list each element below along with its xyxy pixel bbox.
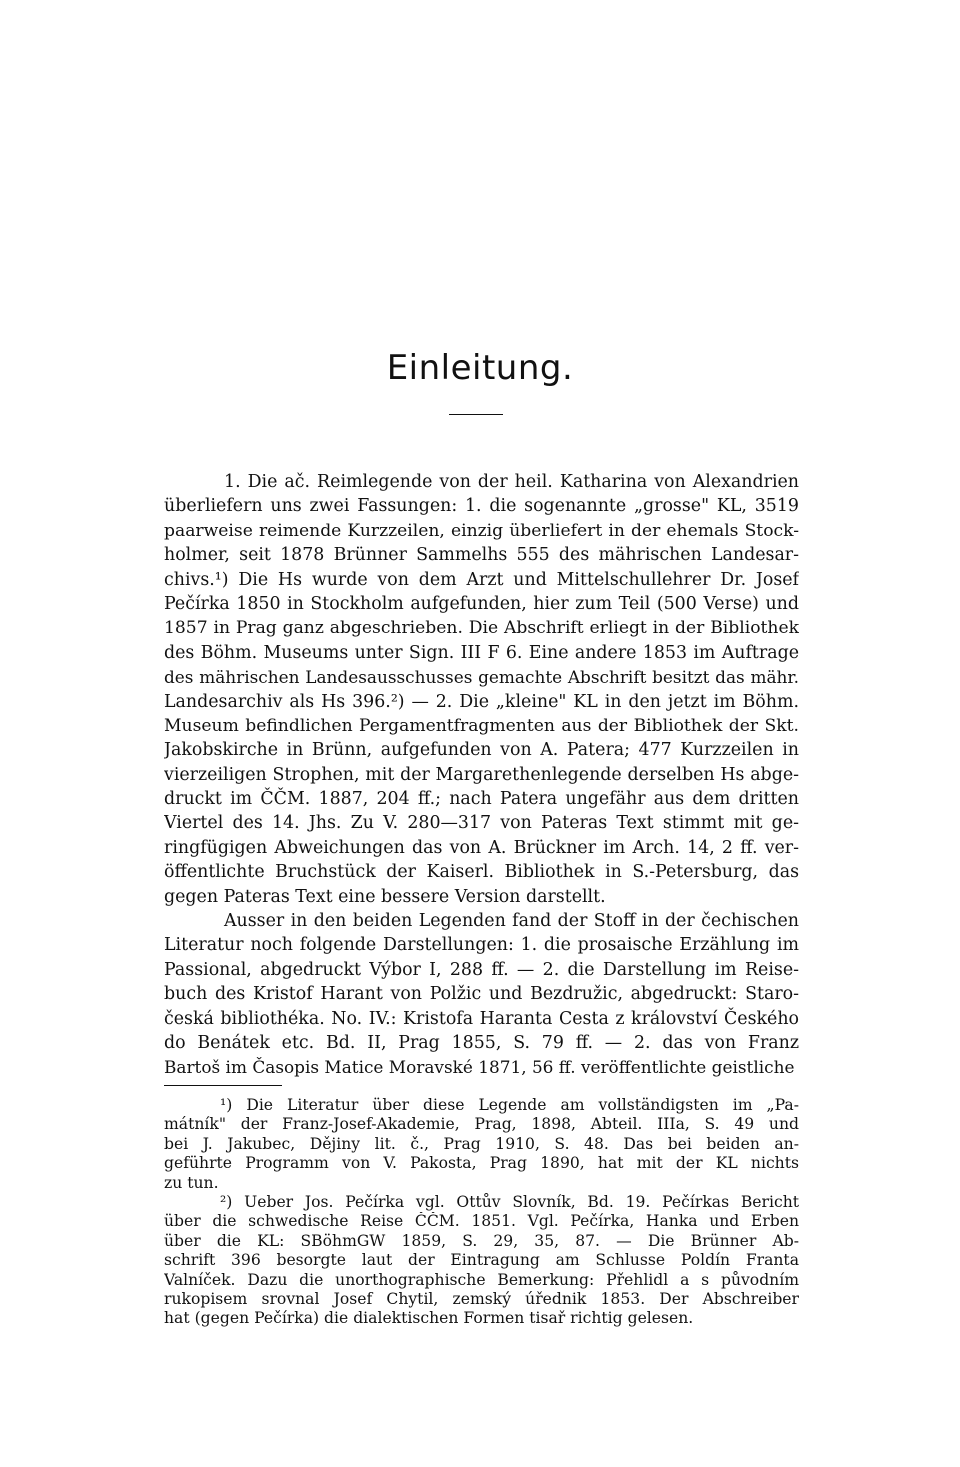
text-line: des Böhm. Museums unter Sign. III F 6. Eine andere 1853 im Auftrage [164,642,799,663]
footnote-line: über die schwedische Reise ČČM. 1851. Vgl. Pečírka, Hanka und Erben [164,1212,799,1231]
footnote-line: über die KL: SBöhmGW 1859, S. 29, 35, 87. — Die Brünner Ab- [164,1231,799,1250]
title-divider [449,414,503,415]
text-line: holmer, seit 1878 Brünner Sammelhs 555 des mährischen Landesar- [164,545,799,566]
footnote-line: rukopisem srovnal Josef Chytil, zemský úřednik 1853. Der Abschreiber [164,1289,799,1308]
text-line: 1857 in Prag ganz abgeschrieben. Die Abschrift erliegt in der Bibliothek [164,618,799,639]
text-line: ringfügigen Abweichungen das von A. Brückner im Arch. 14, 2 ff. ver- [164,837,799,858]
text-line: Literatur noch folgende Darstellungen: 1. die prosaische Erzählung im [164,935,799,956]
footnote-line: zu tun. [164,1173,219,1192]
text-line: des mährischen Landesausschusses gemachte Abschrift besitzt das mähr. [164,667,799,688]
text-line: überliefern uns zwei Fassungen: 1. die sogenannte „grosse" KL, 3519 [164,496,799,517]
text-line: česká bibliothéka. No. IV.: Kristofa Haranta Cesta z království Českého [164,1008,799,1029]
footnote-line: ²) Ueber Jos. Pečírka vgl. Ottův Slovník, Bd. 19. Pečírkas Bericht [220,1192,799,1211]
text-line: Bartoš im Časopis Matice Moravské 1871, 56 ff. veröffentlichte geistliche [164,1057,795,1078]
footnote-line: mátník" der Franz-Josef-Akademie, Prag, 1898, Abteil. IIIa, S. 49 und [164,1115,799,1134]
text-line: druckt im ČČM. 1887, 204 ff.; nach Patera ungefähr aus dem dritten [164,789,799,810]
footnote-line: schrift 396 besorgte laut der Eintragung am Schlusse Poldín Franta [164,1251,799,1270]
text-line: Landesarchiv als Hs 396.²) — 2. Die „kleine" KL in den jetzt im Böhm. [164,691,799,712]
text-line: Museum befindlichen Pergamentfragmenten aus der Bibliothek der Skt. [164,715,799,736]
text-line: 1. Die ač. Reimlegende von der heil. Katharina von Alexandrien [224,472,799,492]
text-line: Ausser in den beiden Legenden fand der Stoff in der čechischen [224,911,799,932]
footnote-line: hat (gegen Pečírka) die dialektischen Formen tisař richtig gelesen. [164,1309,694,1328]
text-line: gegen Pateras Text eine bessere Version darstellt. [164,886,606,907]
text-line: chivs.¹) Die Hs wurde von dem Arzt und Mittelschullehrer Dr. Josef [164,569,799,590]
text-line: öffentlichte Bruchstück der Kaiserl. Bibliothek in S.-Petersburg, das [164,862,799,883]
page-title: Einleitung. [386,348,574,388]
text-line: vierzeiligen Strophen, mit der Margarethenlegende derselben Hs abge- [164,764,799,785]
text-line: do Benátek etc. Bd. II, Prag 1855, S. 79 ff. — 2. das von Franz [164,1032,799,1053]
footnote-1 [164,1096,799,1193]
paragraph-2 [164,909,799,1080]
paragraph-1 [164,470,799,909]
text-line: buch des Kristof Harant von Polžic und Bezdružic, abgedruckt: Staro- [164,984,799,1005]
footnote-divider [164,1085,282,1086]
text-line: paarweise reimende Kurzzeilen, einzig überliefert in der ehemals Stock- [164,520,799,541]
footnote-line: bei J. Jakubec, Dějiny lit. č., Prag 1910, S. 48. Das bei beiden an- [164,1134,799,1153]
main-text [164,470,799,1080]
footnote-2 [164,1193,799,1329]
footnotes [164,1096,799,1329]
footnote-line: Valníček. Dazu die unorthographische Bemerkung: Přehlidl a s původním [164,1270,799,1289]
text-line: Pečírka 1850 in Stockholm aufgefunden, hier zum Teil (500 Verse) und [164,593,799,614]
footnote-line: geführte Programm von V. Pakosta, Prag 1890, hat mit der KL nichts [164,1154,799,1173]
text-line: Viertel des 14. Jhs. Zu V. 280—317 von Pateras Text stimmt mit ge- [164,813,799,834]
text-line: Passional, abgedruckt Výbor I, 288 ff. — 2. die Darstellung im Reise- [164,959,799,980]
footnote-line: ¹) Die Literatur über diese Legende am vollständigsten im „Pa- [220,1096,799,1114]
text-line: Jakobskirche in Brünn, aufgefunden von A. Patera; 477 Kurzzeilen in [164,740,799,761]
